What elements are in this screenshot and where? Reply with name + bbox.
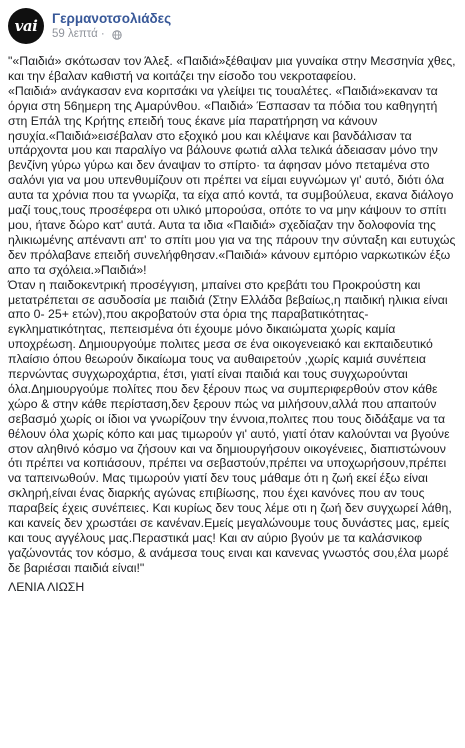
post-subline (52, 27, 171, 42)
post-header (8, 6, 457, 46)
globe-icon[interactable] (112, 30, 122, 40)
post-timestamp[interactable]: 59 λεπτά (52, 28, 98, 40)
page-name-link[interactable]: Γερμανοτσολιάδες (52, 11, 172, 26)
meta-separator: · (100, 28, 105, 40)
avatar-logo-text: vai (14, 17, 38, 35)
page-avatar[interactable] (8, 8, 44, 44)
post-meta (52, 10, 171, 42)
post-body-text: "«Παιδιά» σκότωσαν τον Άλεξ. «Παιδιά»ξέθαψαν μια γυναίκα στην Μεσσηνία χθες, και την έβαλαν καθιστή να κοιτάζει την είσοδο του νεκροταφείου. «Παιδιά» ανάγκασαν ενα κοριτσάκι να γλείψει τις τουαλέτες. «Παιδιά»εκαναν τα όργια στη 56ημερη της Αμαρύνθου. «Παιδιά» Έσπασαν τα πόδια του καθηγητή στη Επάλ της Κρήτης επειδή τους έκανε μία παρατήρηση να κάνουν ησυχία.«Παιδιά»εισέβαλαν στο εξοχικό μου και κλέψανε και βανδάλισαν τα υπάρχοντα μου και παραλίγο να βάλουνε φωτιά αλλα τελικά άδειασαν μόνο την βενζίνη γύρω γύρω και δεν άναψαν το σπίρτο· τα άφησαν μόνο πεταμένα στο σαλόνι για να μου υπενθυμίζουν οτι πρέπει να είμαι ευγνώμων γι' αυτό, διότι όλα αυτα τα χρόνια που τα γνωρίζα, τα είχα από κοντά, τα συμβούλευα, εκανα διάλογο μαζί τους,τους προσέφερα οτι υλικό μπορούσα, οπότε το να μην κάψουν το σπίτι μου, ήτανε δώρο κατ' αυτά. Αυτα τα ιδια «Παιδιά» σχεδίαζαν την δολοφονία της ηλικιωμένης απέναντι απ' το σπίτι μου για να της πάρουν την σύνταξη και ευτυχώς δεν πρόλαβανε επειδή συνελήφθησαν.«Παιδιά» κάνουν εμπόριο ναρκωτικών έξω απο τα σχόλεια.»Παιδιά»! Όταν η παιδοκεντρική προσέγγιση, μπαίνει στο κρεβάτι του Προκρούστη και μετατρέπεται σε ασυδοσία με παιδιά (Στην Ελλάδα βεβαίως,η παιδική ηλικια είναι απο 0- 25+ ετών),που ακροβατούν στα όρια της παραβατικότητας-εγκληματικότητας, πεπεισμένα ότι έχουμε μόνο δικαιώματα χωρίς καμία υποχρέωση. Δημιουργούμε πολιτες μεσα σε ένα οικογενειακό και εκπαιδευτικό πλαίσιο όπου θεωρούν δικαίωμα τους να αυθαιρετούν ,χωρίς καμιά συνέπεια περνώντας συγχωροχάρτια, έτσι, γιατί είναι παιδιά και τους συγχωρούνται όλα.Δημιουργούμε πολίτες που δεν ξέρουν πως να συμπεριφερθούν στον κάθε χώρο & στην κάθε περίσταση,δεν ξερουν πώς να μιλήσουν,αλλά που απαιτούν σεβασμό χωρίς οι ίδιοι να γνωρίζουν την έννοια,πολιτες που τους διδάξαμε να τα θέλουν όλα χωρίς κόπο και μας τιμωρούν γι' αυτό, γιατί όταν καλούνται να βγούνε στον αληθινό κόσμο να ζήσουν και να δημιουργήσουν οικογένειες, διαπιστώνουν ότι πρέπει να κοπιάσουν, πρέπει να σεβαστούν,πρέπει να υποχωρήσουν,πρέπει να ταπεινωθούν. Μας τιμωρούν γιατί δεν τους μάθαμε ότι η ζωή εκεί έξω είναι σκληρή,είναι ένας διαρκής αγώνας επιβίωσης, που έχει κανόνες που αν τους παραβείς έχεις συνέπειες. Και κυρίως δεν τους λέμε οτι η ζωή δεν συγχωρεί λάθη, και κανείς δεν χρωστάει σε κανέναν.Εμείς μεγαλώνουμε τους δυνάστες μας, εμείς και τους αγγέλους μας.Περαστικά μας! Και αν αύριο βγούν με τα καλάσνικοφ γαζώνοντάς τον κόσμο, & ανάμεσα τους ειναι και κανενας γνωστός σου,έλα μωρέ δε βαριέσαι παιδιά είναι!" (8, 54, 456, 575)
post-signature: ΛΕΝΙΑ ΛΙΩΣΗ (8, 579, 85, 594)
